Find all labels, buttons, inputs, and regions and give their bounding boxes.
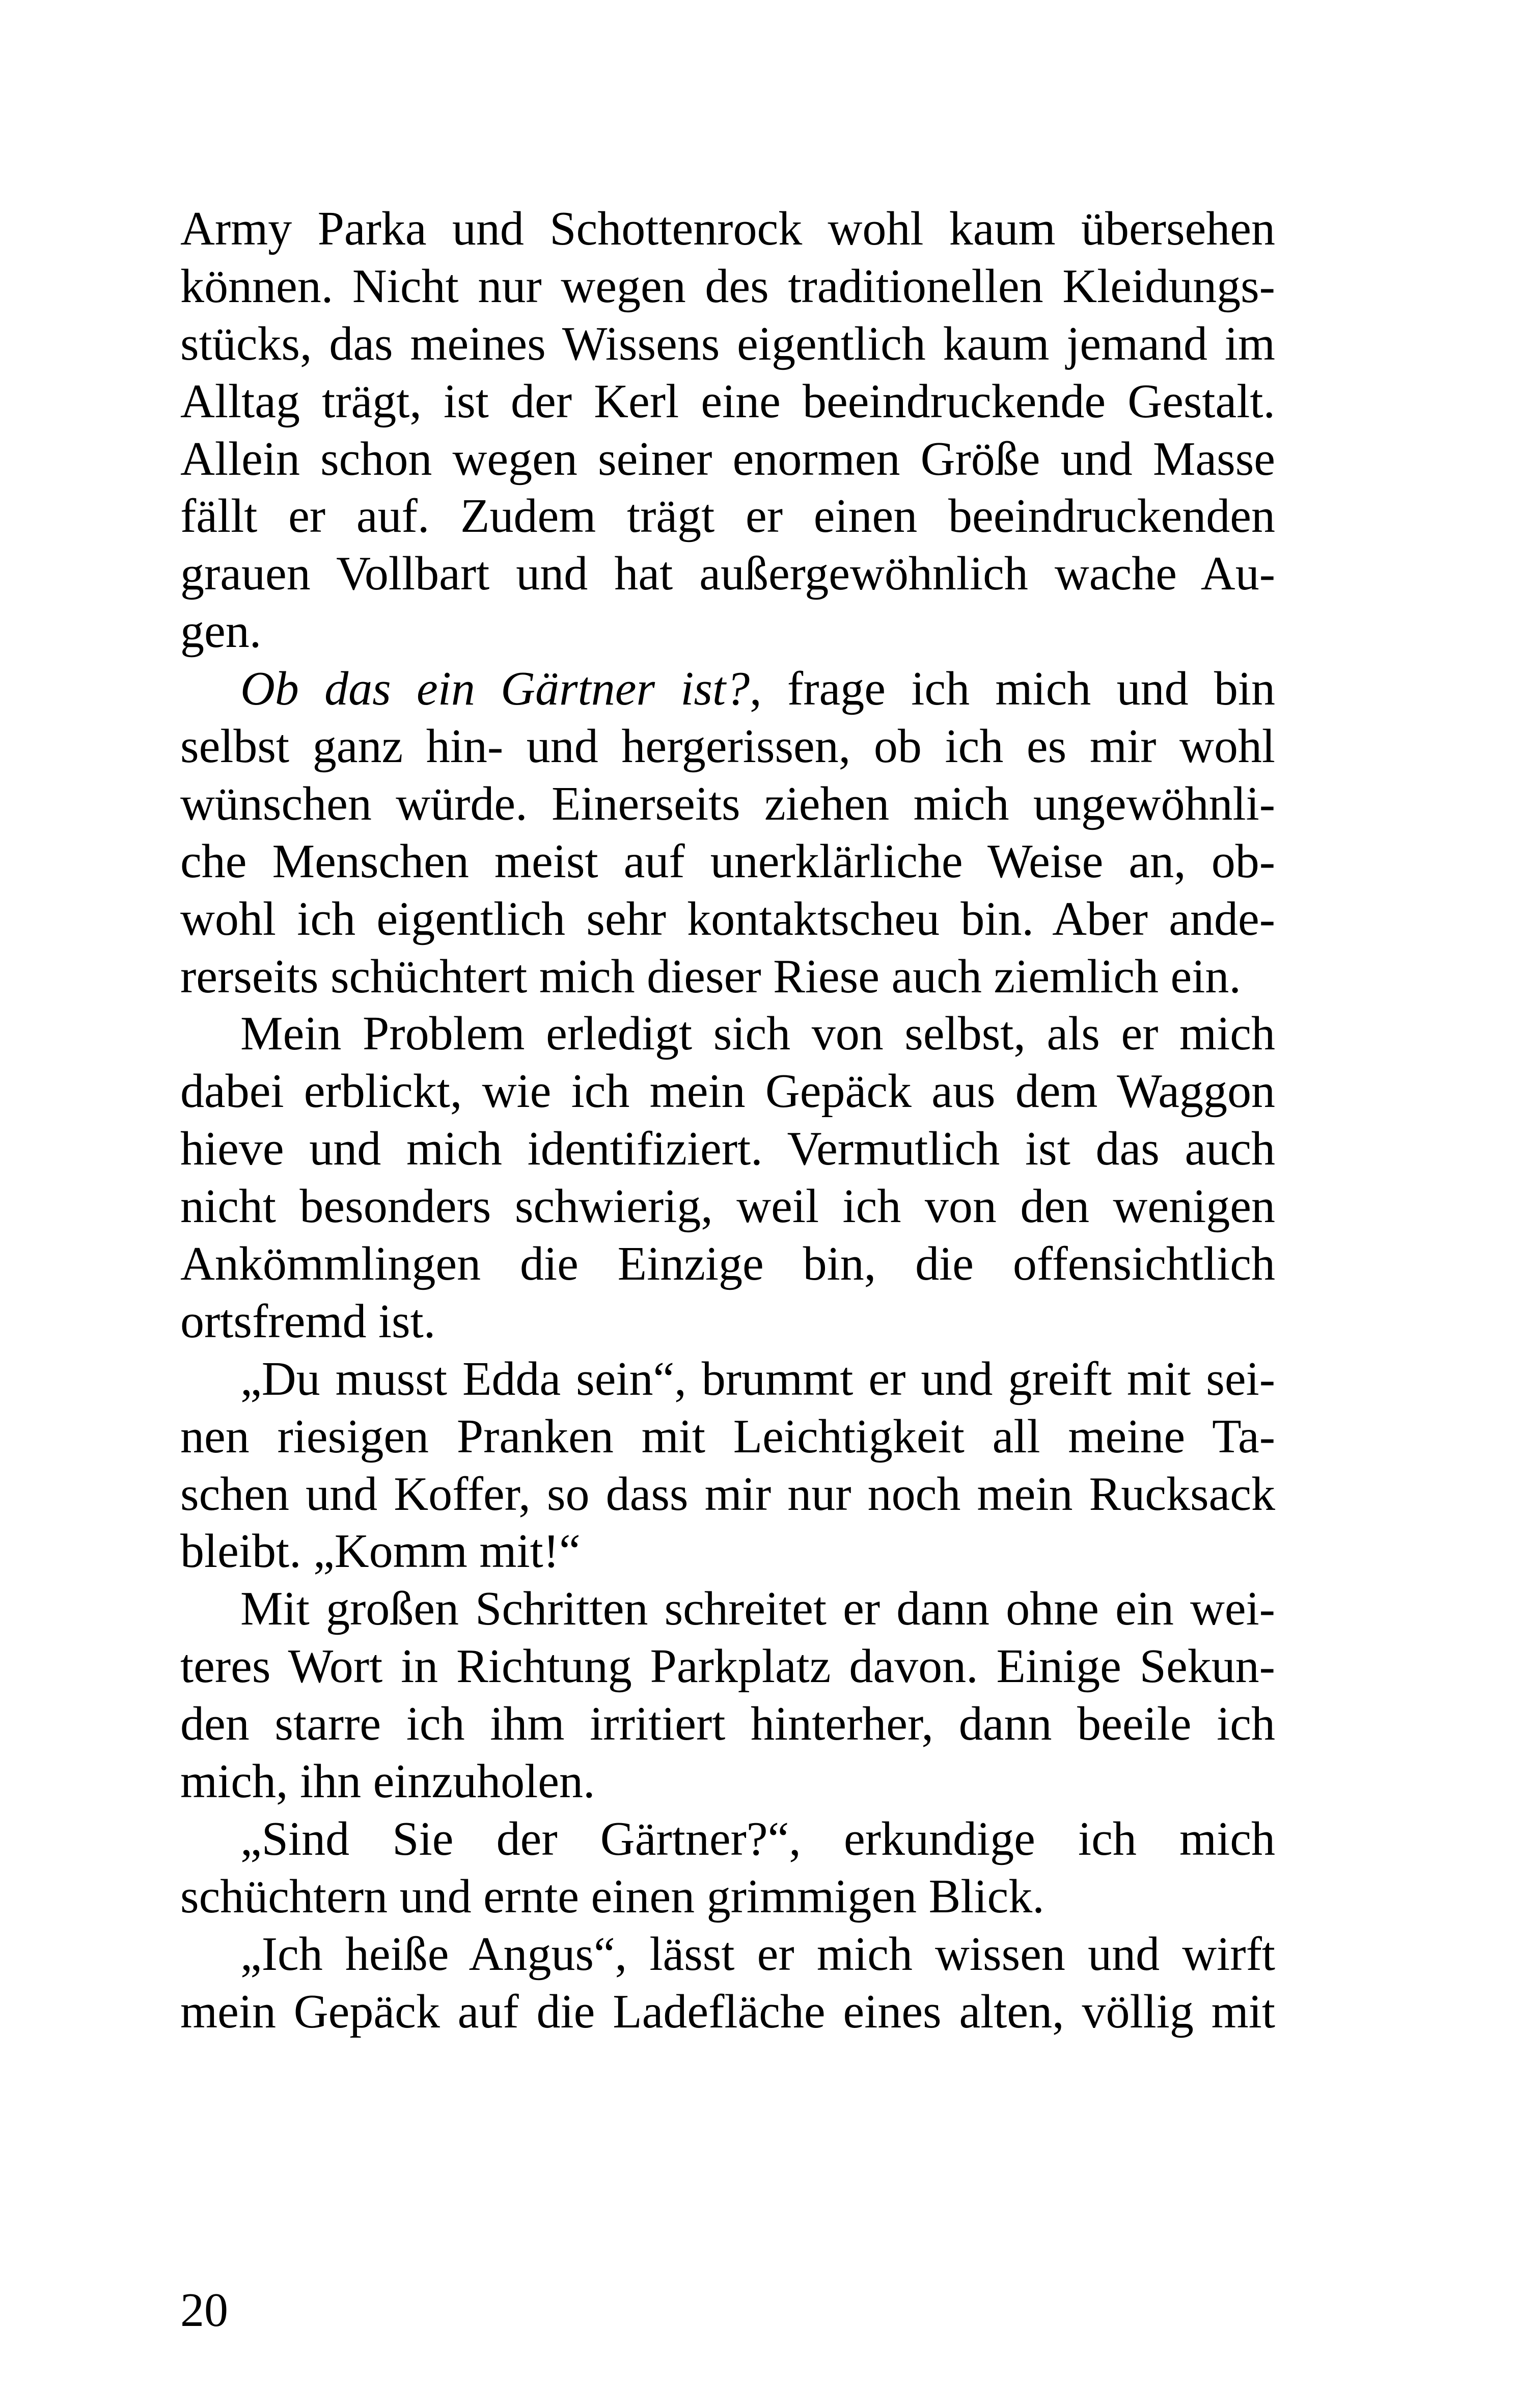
text-line: ortsfremd ist. bbox=[180, 1294, 436, 1348]
text-line: Allein schon wegen seiner enormen Größe und Masse bbox=[180, 432, 1275, 485]
text-line: teres Wort in Richtung Parkplatz davon. Einige Sekun- bbox=[180, 1640, 1275, 1693]
text-line: „Ich heiße Angus“, lässt er mich wissen und wirft bbox=[240, 1927, 1275, 1981]
text-line: Army Parka und Schottenrock wohl kaum übersehen bbox=[180, 202, 1275, 255]
italic-phrase: Ob das ein Gärtner ist? bbox=[240, 662, 750, 716]
text-line: wünschen würde. Einerseits ziehen mich ungewöhnli- bbox=[180, 777, 1275, 830]
text-line: stücks, das meines Wissens eigentlich kaum jemand im bbox=[180, 317, 1275, 370]
text-line: Ankömmlingen die Einzige bin, die offensichtlich bbox=[180, 1237, 1275, 1291]
text-line: schüchtern und ernte einen grimmigen Blick. bbox=[180, 1870, 1044, 1923]
text-line: dabei erblickt, wie ich mein Gepäck aus dem Waggon bbox=[180, 1065, 1275, 1118]
text-line: Mit großen Schritten schreitet er dann ohne ein wei- bbox=[240, 1582, 1275, 1636]
page-number: 20 bbox=[180, 2284, 228, 2337]
text-line: grauen Vollbart und hat außergewöhnlich wache Au- bbox=[180, 547, 1275, 601]
text-line: hieve und mich identifiziert. Vermutlich ist das auch bbox=[180, 1122, 1275, 1176]
text-line: gen. bbox=[180, 605, 262, 658]
body-text bbox=[180, 200, 1275, 2041]
text-line: che Menschen meist auf unerklärliche Weise an, ob- bbox=[180, 834, 1275, 888]
text-line: mich, ihn einzuholen. bbox=[180, 1755, 595, 1808]
text-line: wohl ich eigentlich sehr kontaktscheu bin. Aber ande- bbox=[180, 892, 1275, 945]
text-line: „Du musst Edda sein“, brummt er und greift mit sei- bbox=[240, 1352, 1275, 1405]
text-line: rerseits schüchtert mich dieser Riese auch ziemlich ein. bbox=[180, 950, 1241, 1003]
text-fragment: , frage ich mich und bin bbox=[750, 662, 1275, 716]
text-line: schen und Koffer, so dass mir nur noch mein Rucksack bbox=[180, 1467, 1275, 1521]
text-line: können. Nicht nur wegen des traditionellen Kleidungs- bbox=[180, 259, 1275, 313]
text-line: nicht besonders schwierig, weil ich von den wenigen bbox=[180, 1180, 1275, 1233]
text-line: nen riesigen Pranken mit Leichtigkeit all meine Ta- bbox=[180, 1410, 1275, 1463]
text-line: Mein Problem erledigt sich von selbst, als er mich bbox=[240, 1007, 1275, 1061]
text-line: „Sind Sie der Gärtner?“, erkundige ich mich bbox=[240, 1812, 1275, 1865]
text-line: fällt er auf. Zudem trägt er einen beeindruckenden bbox=[180, 490, 1275, 543]
text-line: mein Gepäck auf die Ladefläche eines alten, völlig mit bbox=[180, 1985, 1275, 2038]
text-line: selbst ganz hin- und hergerissen, ob ich es mir wohl bbox=[180, 720, 1275, 773]
text-line: Alltag trägt, ist der Kerl eine beeindruckende Gestalt. bbox=[180, 374, 1275, 428]
text-line: bleibt. „Komm mit!“ bbox=[180, 1525, 581, 1578]
text-line: den starre ich ihm irritiert hinterher, dann beeile ich bbox=[180, 1697, 1275, 1751]
text-line bbox=[180, 660, 1275, 718]
